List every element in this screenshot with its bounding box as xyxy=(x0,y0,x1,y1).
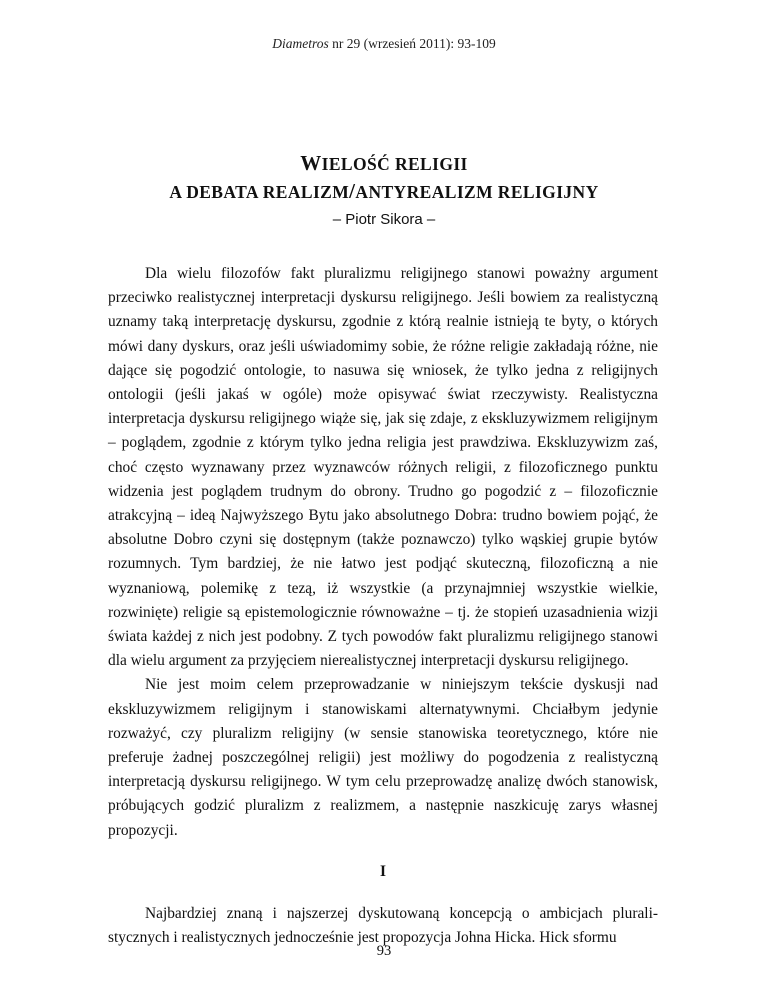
journal-name: Diametros xyxy=(272,36,329,51)
title-line-1 xyxy=(0,150,768,178)
paragraph-1: Dla wielu filozofów fakt pluralizmu religijnego stanowi poważny argument przeciwko realistycznej interpretacji dyskursu religijnego. Jeśli bowiem za realistyczną uznamy taką interpretację dyskursu, zgodnie z którą realnie istnieją te byty, o których mówi dany dyskurs, oraz jeśli uświadomimy sobie, że różne religie zakładają różne, nie dające się pogodzić ontologie, to nasuwa się wniosek, że tylko jedna z religijnych ontologii (jeśli jakaś w ogóle) może opisywać świat rzeczywisty. Realistyczna interpretacja dyskursu religijnego wiąże się, jak się zdaje, z ekskluzywizmem religijnym – poglądem, zgodnie z którym tylko jedna religia jest prawdziwa. Ekskluzywizm zaś, choć często wyznawany przez wyznawców różnych religii, z filozoficznego punktu widzenia jest poglądem trudnym do obrony. Trudno go pogodzić z – filozoficznie atrakcyjną – ideą Najwyższego Bytu jako absolutnego Dobra: trudno bowiem pojąć, że absolutne Dobro czyni się dostępnym (także poznawczo) tylko wąskiej grupie bytów rozumnych. Tym bardziej, że nie łatwo jest podjąć skuteczną, filozoficzną a nie wyznaniową, polemikę z tezą, iż wszystkie (a przynajmniej wszystkie wielkie, rozwinięte) religie są epistemologicznie równoważne – tj. że stopień uzasadnienia wizji świata każdej z nich jest podobny. Z tych powodów fakt pluralizmu religijnego stanowi dla wielu argument za przyjęciem nierealistycznej interpretacji dyskursu religijnego. xyxy=(108,265,658,670)
page-number: 93 xyxy=(376,943,392,959)
article-title xyxy=(0,150,768,232)
running-header xyxy=(0,36,768,52)
title-slash: / xyxy=(349,179,356,203)
title-line-1-text: IELOŚĆ RELIGII xyxy=(321,154,468,174)
paragraph-3: Najbardziej znaną i najszerzej dyskutowaną koncepcją o ambicjach pluralistycznych i realistycznych jednocześnie jest propozycja Johna Hicka. Hick sformu xyxy=(108,905,658,947)
title-line-2 xyxy=(0,178,768,206)
author-name: – Piotr Sikora – xyxy=(332,211,436,228)
title-line-2-part2: ANTYREALIZM RELIGIJNY xyxy=(355,182,599,202)
article-body xyxy=(108,262,658,950)
issue-citation: nr 29 (wrzesień 2011): 93-109 xyxy=(328,36,496,51)
title-initial: W xyxy=(300,151,322,175)
paragraph-2: Nie jest moim celem przeprowadzanie w niniejszym tekście dyskusji nad ekskluzywizmem religijnym i stanowiskami alternatywnymi. Chciałbym jedynie rozważyć, czy pluralizm religijny (w sensie stanowiska teoretycznego, które nie preferuje żadnej poszczególnej religii) jest możliwy do pogodzenia z realistyczną interpretacją dyskursu religijnego. W tym celu przeprowadzę analizę dwóch stanowisk, próbujących godzić pluralizm z realizmem, a następnie naszkicuję zarys własnej propozycji. xyxy=(108,676,658,839)
title-line-2-part1: A DEBATA REALIZM xyxy=(169,182,350,202)
section-heading: I xyxy=(380,862,386,880)
